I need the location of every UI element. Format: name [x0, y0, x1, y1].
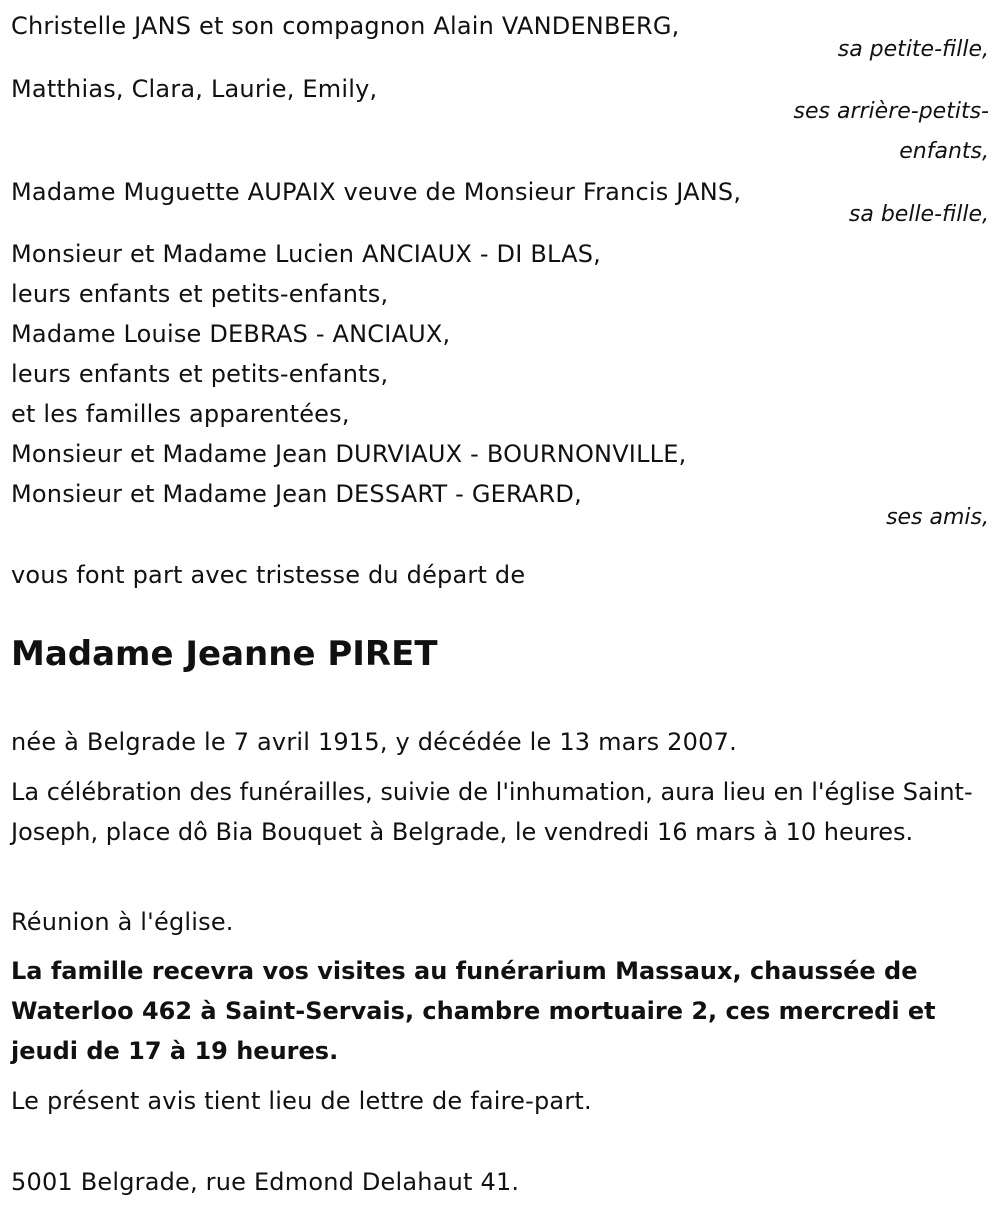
address-line: 5001 Belgrade, rue Edmond Delahaut 41. — [11, 1168, 520, 1196]
announcement-text: vous font part avec tristesse du départ de — [11, 561, 526, 589]
friends-role: ses amis, — [886, 505, 989, 530]
birth-death-line: née à Belgrade le 7 avril 1915, y décédée le 13 mars 2007. — [11, 728, 737, 756]
notice-line: Le présent avis tient lieu de lettre de faire-part. — [11, 1087, 592, 1115]
friend-line: Monsieur et Madame Jean DURVIAUX - BOURNONVILLE, — [11, 440, 687, 468]
granddaughter-name: Christelle JANS et son compagnon Alain VANDENBERG, — [11, 12, 680, 40]
ceremony-paragraph: La célébration des funérailles, suivie de l'inhumation, aura lieu en l'église Saint-Joseph, place dô Bia Bouquet à Belgrade, le vendredi 16 mars à 10 heures. — [11, 778, 973, 846]
meeting-line: Réunion à l'église. — [11, 908, 234, 936]
great-grandchildren-role-line1: ses arrière-petits- — [793, 99, 989, 124]
granddaughter-role: sa petite-fille, — [837, 37, 989, 62]
visits-paragraph: La famille recevra vos visites au funérarium Massaux, chaussée de Waterloo 462 à Saint-Servais, chambre mortuaire 2, ces mercredi et jeudi de 17 à 19 heures. — [11, 957, 936, 1065]
friend-line: Monsieur et Madame Jean DESSART - GERARD, — [11, 480, 582, 508]
friend-line: Monsieur et Madame Lucien ANCIAUX - DI BLAS, — [11, 240, 602, 268]
deceased-name: Madame Jeanne PIRET — [11, 634, 438, 674]
daughter-in-law-name: Madame Muguette AUPAIX veuve de Monsieur Francis JANS, — [11, 178, 742, 206]
daughter-in-law-role: sa belle-fille, — [848, 202, 989, 227]
friend-line: et les familles apparentées, — [11, 400, 350, 428]
friend-line: leurs enfants et petits-enfants, — [11, 280, 389, 308]
great-grandchildren-names: Matthias, Clara, Laurie, Emily, — [11, 75, 378, 103]
friend-line: leurs enfants et petits-enfants, — [11, 360, 389, 388]
great-grandchildren-role-line2: enfants, — [899, 139, 989, 164]
friend-line: Madame Louise DEBRAS - ANCIAUX, — [11, 320, 451, 348]
